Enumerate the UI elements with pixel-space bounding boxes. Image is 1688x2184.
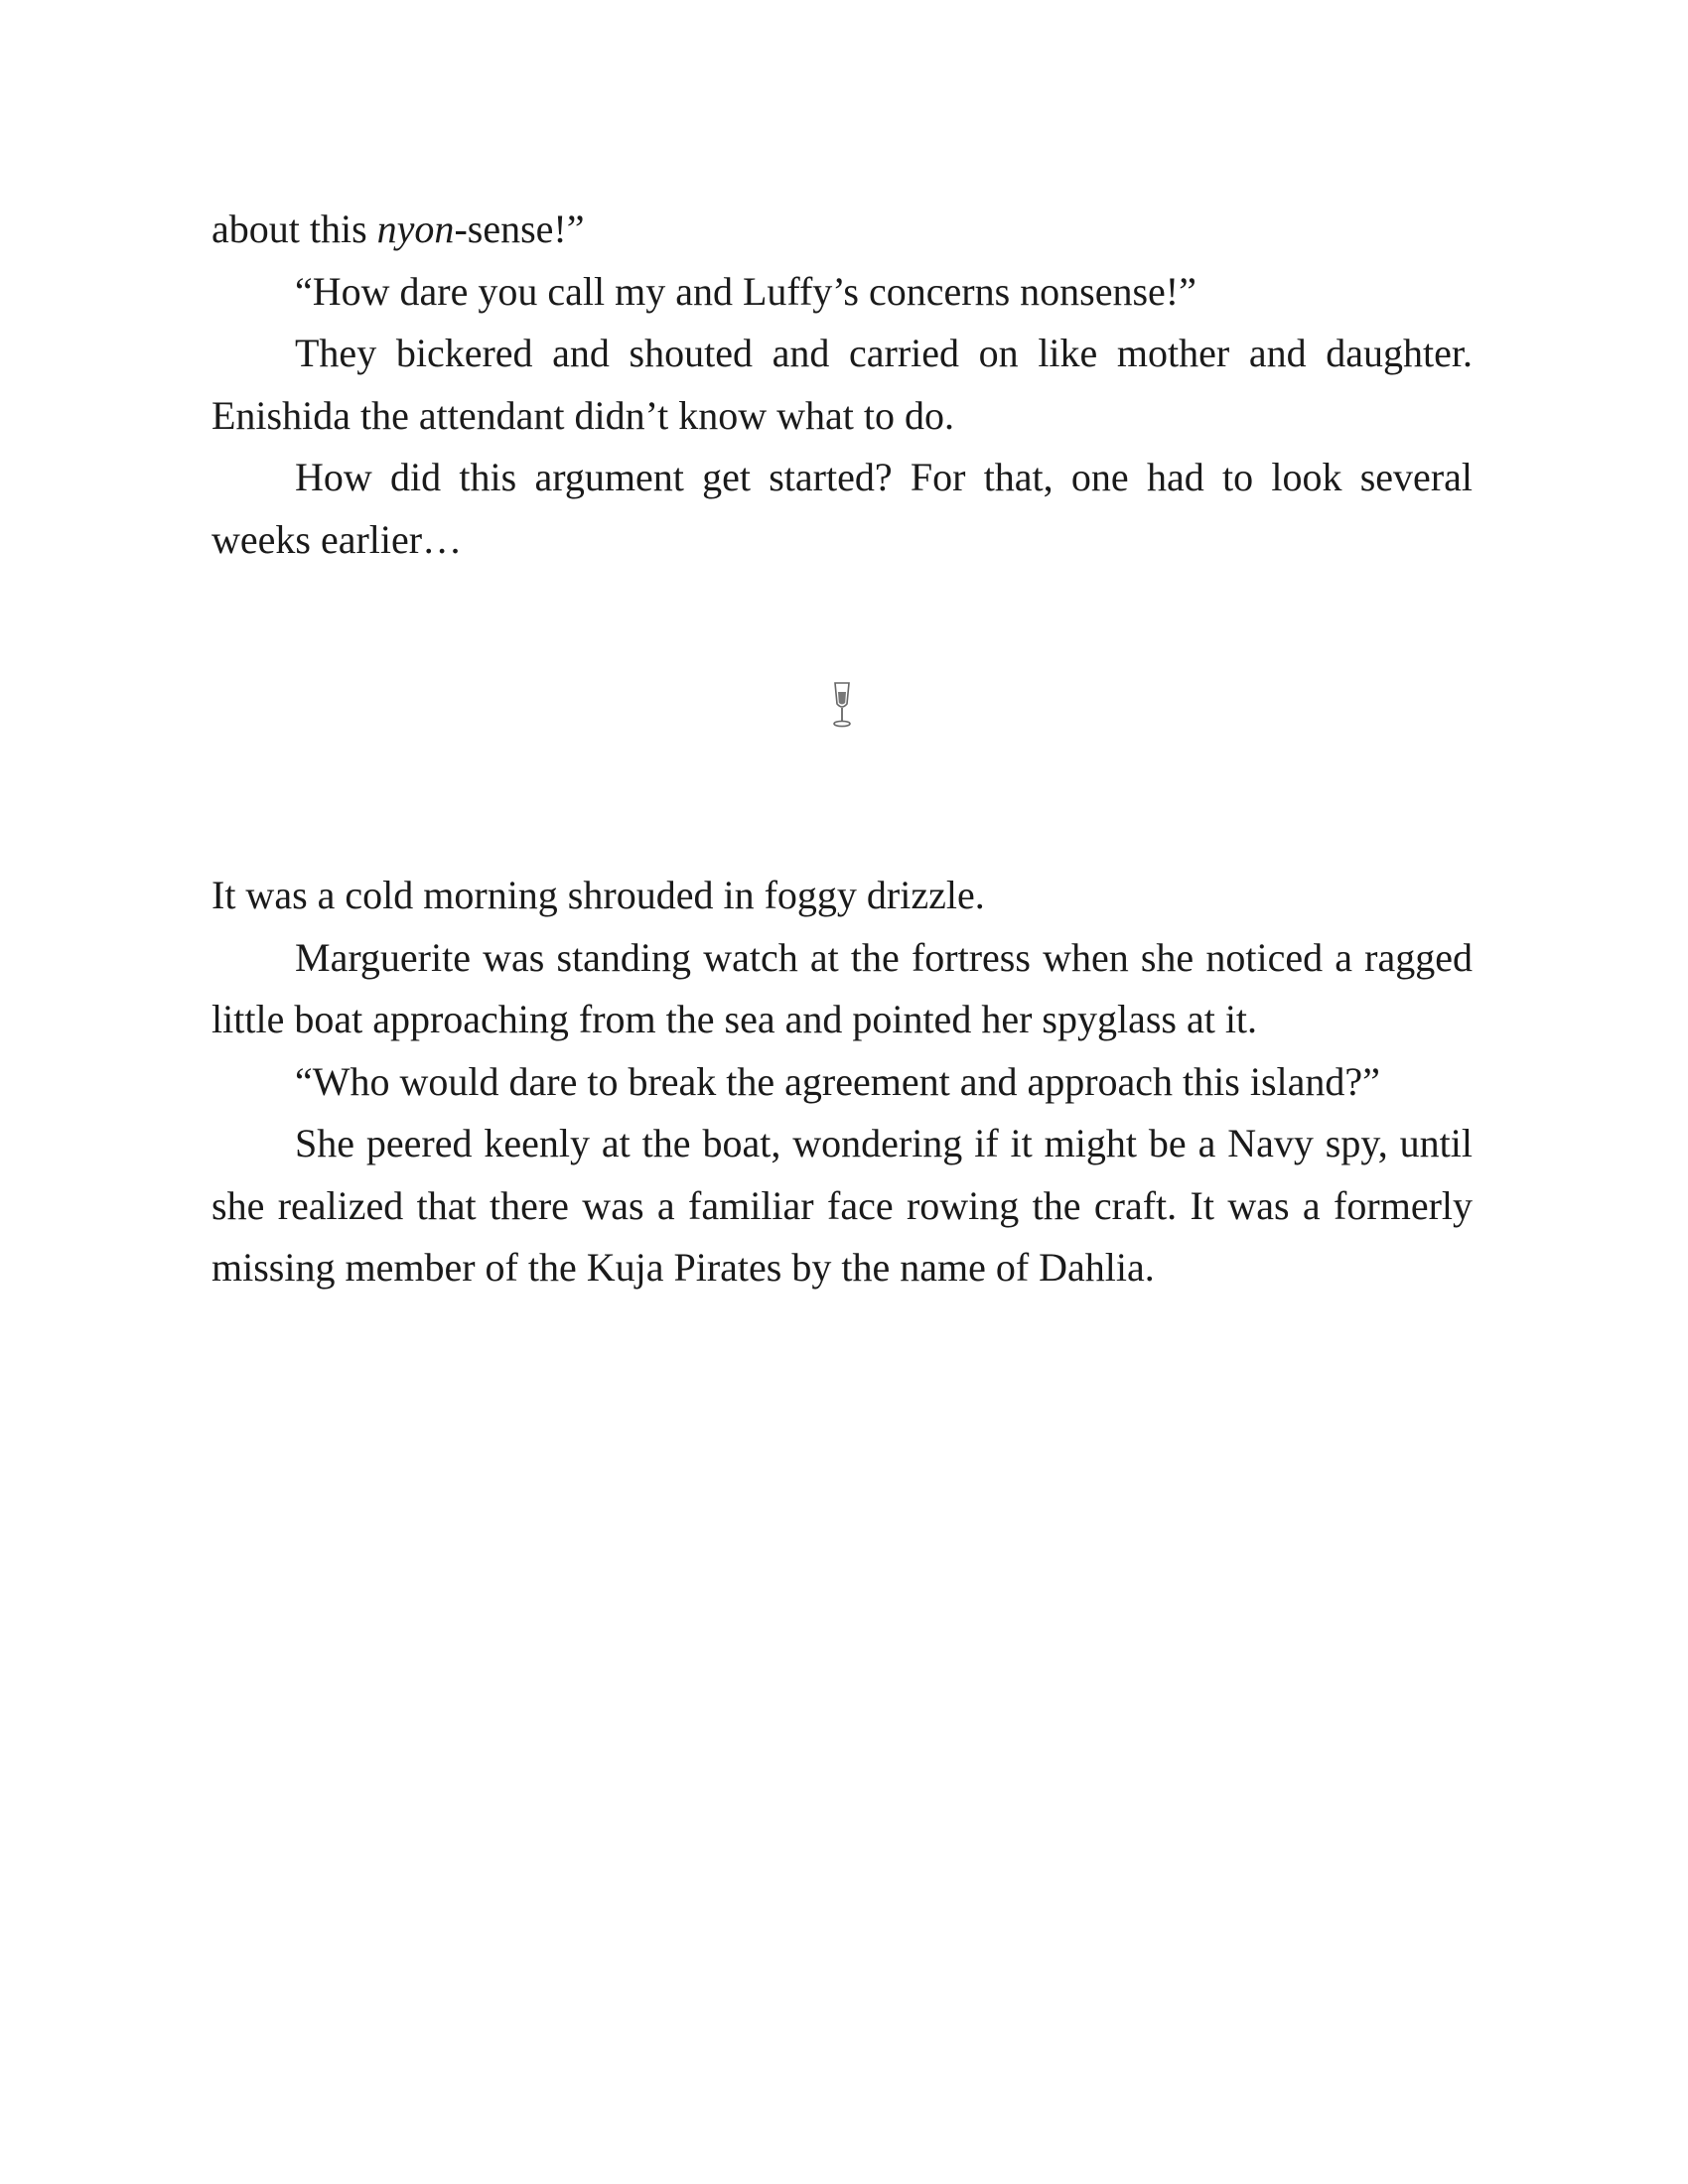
p1-before: about this — [211, 206, 377, 251]
paragraph-bickering: They bickered and shouted and carried on like mother and daughter. Enishida the attendant didn’t know what to do. — [211, 331, 1473, 438]
scene-break — [211, 571, 1473, 865]
glass-ornament-icon — [827, 680, 857, 730]
paragraph-marguerite: Marguerite was standing watch at the fortress when she noticed a ragged little boat approaching from the sea and pointed her spyglass at it. — [211, 934, 1473, 1041]
paragraph-cold-morning: It was a cold morning shrouded in foggy drizzle. — [211, 873, 985, 917]
p1-after: -sense!” — [454, 206, 585, 251]
p1-italic: nyon — [376, 206, 455, 251]
paragraph-dialogue: “How dare you call my and Luffy’s concerns nonsense!” — [295, 268, 1196, 314]
paragraph-navy-spy: She peered keenly at the boat, wondering if it might be a Navy spy, until she realized that there was a familiar face rowing the craft. It was a formerly missing member of the Kuja Pirates by the name of Dahlia. — [211, 1121, 1473, 1290]
paragraph-who-would-dare: “Who would dare to break the agreement and approach this island?” — [295, 1058, 1380, 1104]
paragraph-continuation — [211, 199, 1473, 261]
page-body — [211, 199, 1473, 1299]
paragraph-argument-start: How did this argument get started? For that, one had to look several weeks earlier… — [211, 455, 1473, 562]
